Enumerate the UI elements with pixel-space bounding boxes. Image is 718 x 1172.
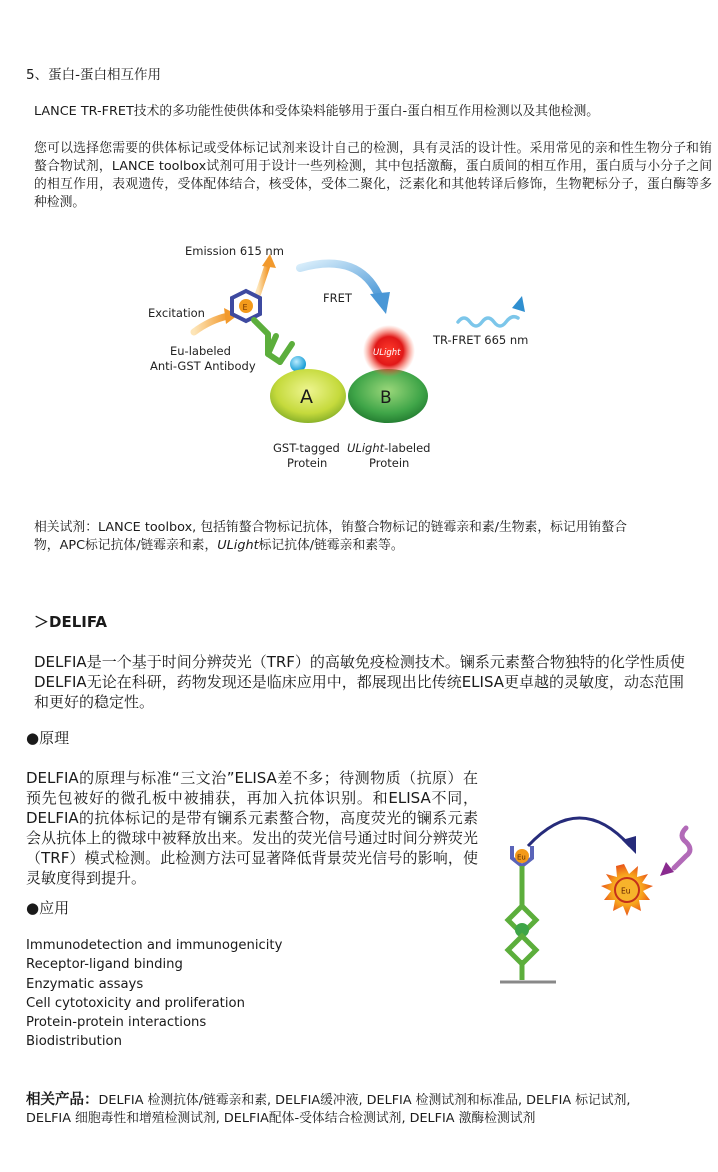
related-products: 相关产品：DELFIA 检测抗体/链霉亲和素, DELFIA缓冲液, DELFIA 检测试剂和标准品, DELFIA 标记试剂, DELFIA 细胞毒性和增殖检测试剂, DELFIA配体-受体结合检测试剂, DELFIA 激酶检测试剂 xyxy=(26,1092,631,1126)
delfia-antibody-icon xyxy=(508,866,536,980)
list-item: Enzymatic assays xyxy=(26,976,144,992)
gst-tagged-label: GST-tagged xyxy=(273,441,340,455)
ulight-badge: ULight xyxy=(373,348,401,358)
excitation-wave-icon xyxy=(674,828,690,868)
eu-right-label: Eu xyxy=(621,886,631,896)
excitation-label: Excitation xyxy=(148,306,205,320)
lance-tr-fret-diagram xyxy=(140,236,540,476)
antibody-icon xyxy=(254,320,292,362)
principle-heading: ●原理 xyxy=(26,729,70,747)
principle-text: DELFIA的原理与标准“三文治”ELISA差不多；待测物质（抗原）在预先包被好的微孔板中被捕获，再加入抗体识别。和ELISA不同，DELFIA的抗体标记的是带有镧系元素螯合物，高度荧光的镧系元素会从抗体上的微球中被释放出来。发出的荧光信号通过时间分辨荧光（TRF）模式检测。此检测方法可显著降低背景荧光信号的影响，使灵敏度得到提升。 xyxy=(26,769,478,887)
delfia-heading: ＞DELIFA xyxy=(34,613,107,631)
gst-protein-label: Protein xyxy=(287,456,328,470)
tr-fret-665-label: TR-FRET 665 nm xyxy=(433,333,529,347)
list-item: Immunodetection and immunogenicity xyxy=(26,938,283,953)
delfia-diagram xyxy=(490,810,710,990)
ulight-protein-label: Protein xyxy=(369,456,410,470)
list-item: Receptor-ligand binding xyxy=(26,957,183,973)
anti-gst-antibody-label: Anti-GST Antibody xyxy=(150,359,256,373)
protein-b-letter: B xyxy=(380,388,392,408)
release-arrow-icon xyxy=(528,818,630,846)
delfia-intro: DELFIA是一个基于时间分辨荧光（TRF）的高敏免疫检测技术。镧系元素螯合物独特的化学性质使DELFIA无论在科研，药物发现还是临床应用中，都展现出比传统ELISA更卓越的灵敏度，动态范围和更好的稳定性。 xyxy=(34,653,685,711)
tr-fret-wave-icon xyxy=(458,317,518,326)
ulight-labeled-label: ULight-labeled xyxy=(347,441,431,455)
eu-left-label: Eu xyxy=(517,853,526,862)
protein-a-letter: A xyxy=(300,386,313,408)
fret-label: FRET xyxy=(323,291,352,305)
eu-labeled-label: Eu-labeled xyxy=(170,344,231,358)
section-heading: 5、蛋白-蛋白相互作用 xyxy=(26,67,161,83)
section-intro: LANCE TR-FRET技术的多功能性使供体和受体染料能够用于蛋白-蛋白相互作用检测以及其他检测。 xyxy=(34,104,600,119)
related-reagents: 相关试剂：LANCE toolbox, 包括铕螯合物标记抗体，铕螯合物标记的链霉亲和素/生物素，标记用铕螯合物，APC标记抗体/链霉亲和素，ULight标记抗体/链霉亲和素等。 xyxy=(34,520,627,553)
list-item: Protein-protein interactions xyxy=(26,1015,207,1031)
eu-fluorescence-burst-icon xyxy=(601,864,653,916)
applications-heading: ●应用 xyxy=(26,899,70,917)
applications-list xyxy=(26,936,282,1052)
section-paragraph: 您可以选择您需要的供体标记或受体标记试剂来设计自己的检测，具有灵活的设计性。采用常见的亲和性生物分子和铕螯合物试剂，LANCE toolbox试剂可用于设计一些列检测，其中包括激酶，蛋白质间的相互作用，蛋白质与小分子之间的相互作用，表观遗传，受体配体结合，核受体，受体二聚化，泛素化和其他转译后修饰，生物靶标分子，蛋白酶等多种检测。 xyxy=(34,141,712,210)
emission-arrow-icon xyxy=(258,264,268,294)
list-item: Biodistribution xyxy=(26,1034,122,1050)
emission-label: Emission 615 nm xyxy=(185,244,284,258)
list-item: Cell cytotoxicity and proliferation xyxy=(26,995,245,1011)
svg-text:E: E xyxy=(242,303,248,312)
